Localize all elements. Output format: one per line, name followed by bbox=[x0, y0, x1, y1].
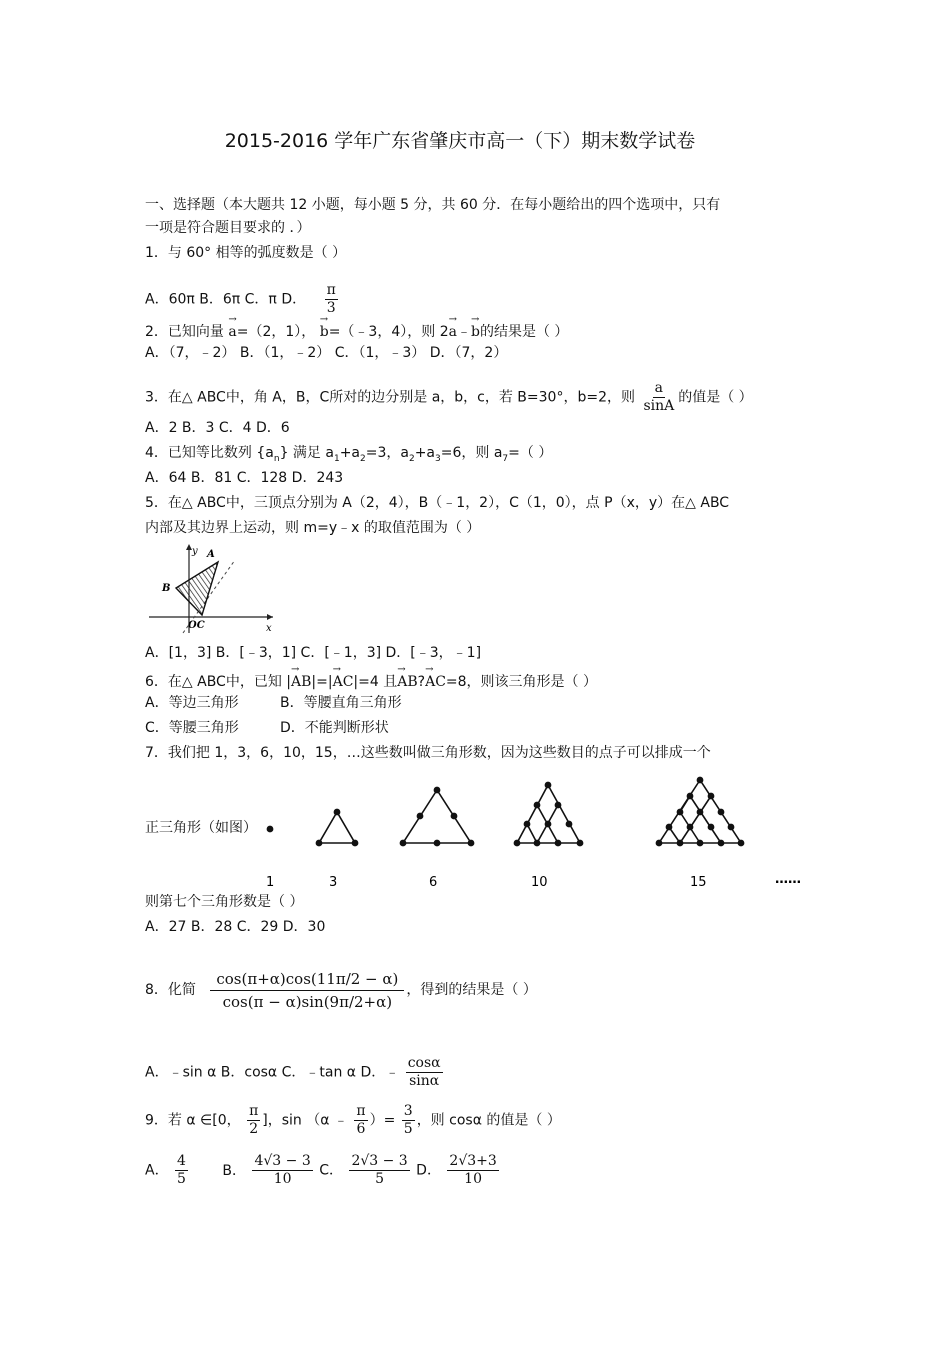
q7-label-3: 3 bbox=[329, 875, 338, 890]
q7-label-6: 6 bbox=[429, 875, 438, 890]
q4-sub-1: n bbox=[273, 453, 280, 464]
q9-c-numerator: 2√3 − 3 bbox=[351, 1153, 408, 1169]
q9-b-denominator: 10 bbox=[273, 1171, 292, 1187]
q2-stem bbox=[145, 318, 568, 342]
q6-option-c: C．等腰三角形 bbox=[145, 720, 239, 736]
q2-text-3: =（﹣3，4），则 bbox=[328, 324, 436, 340]
q1-stem: 1．与 60° 相等的弧度数是（ ） bbox=[145, 245, 347, 261]
q8-d-numerator: cosα bbox=[407, 1055, 441, 1071]
q5-stem-line2: 内部及其边界上运动，则 m=y﹣x 的取值范围为（ ） bbox=[145, 520, 481, 536]
q8-option-d-fraction bbox=[406, 1055, 443, 1090]
q4-text-6: =6，则 a bbox=[440, 445, 503, 461]
q7-label-1: 1 bbox=[266, 875, 275, 890]
q3-text-2: 的值是（ ） bbox=[678, 389, 753, 406]
q2-text-2: =（2，1）， bbox=[236, 324, 316, 340]
q2-vector-b-2: → b bbox=[471, 318, 480, 342]
q7-triangle-10 bbox=[517, 785, 580, 843]
q9-option-a-label: A． bbox=[145, 1162, 169, 1179]
q9-d-denominator: 10 bbox=[464, 1171, 482, 1187]
q9-f3-numerator: 3 bbox=[403, 1103, 413, 1119]
q7-stem-line3: 则第七个三角形数是（ ） bbox=[145, 894, 304, 910]
page-title: 2015-2016 学年广东省肇庆市高一（下）期末数学试卷 bbox=[224, 130, 696, 152]
q5-label-a: A bbox=[207, 549, 215, 560]
q9-option-b-label: B． bbox=[222, 1162, 247, 1179]
q7-dot bbox=[267, 826, 272, 831]
q4-text-5: +a bbox=[414, 445, 435, 461]
q7-ellipsis: …… bbox=[775, 872, 801, 887]
q7-label-15: 15 bbox=[690, 875, 707, 890]
q9-text-4: ，则 cosα 的值是（ ） bbox=[416, 1112, 561, 1129]
q9-f1-denominator: 2 bbox=[249, 1121, 259, 1137]
q1-options-text: A．60π B．6π C．π D． bbox=[145, 291, 307, 308]
q6-vector-ab-2: → AB bbox=[397, 668, 417, 692]
q7-stem-line1: 7．我们把 1，3，6，10，15，…这些数叫做三角形数，因为这些数目的点子可以排成一个 bbox=[145, 745, 711, 761]
q9-a-numerator: 4 bbox=[177, 1153, 186, 1169]
q9-options bbox=[145, 1153, 501, 1188]
q6-text-4: =8，则该三角形是（ ） bbox=[445, 674, 597, 690]
q9-stem bbox=[145, 1103, 561, 1138]
q6-stem bbox=[145, 668, 597, 692]
q8-prefix: 8．化简 bbox=[145, 982, 196, 998]
q2-vector-a-2: → a bbox=[449, 318, 457, 342]
q9-option-d-fraction bbox=[447, 1153, 498, 1188]
q2-coefficient: 2 bbox=[439, 324, 449, 340]
q5-options: A．[1，3] B．[﹣3，1] C．[﹣1，3] D．[﹣3，﹣1] bbox=[145, 645, 482, 661]
q4-text-7: =（ ） bbox=[508, 445, 553, 461]
q1-options bbox=[145, 282, 340, 317]
q7-stem-line2: 正三角形（如图） bbox=[145, 820, 257, 836]
q4-sub-5: 3 bbox=[435, 453, 441, 464]
q8-options bbox=[145, 1055, 445, 1090]
q1-d-denominator: 3 bbox=[326, 300, 336, 316]
q3-denominator: sinA bbox=[643, 398, 675, 414]
q8-d-denominator: sinα bbox=[409, 1073, 440, 1089]
q6-option-b: B．等腰直角三角形 bbox=[280, 695, 402, 711]
q5-label-b: B bbox=[162, 583, 171, 594]
q9-d-numerator: 2√3+3 bbox=[449, 1153, 497, 1169]
q4-text-1: 4．已知等比数列 {a bbox=[145, 445, 274, 461]
q4-sub-3: 2 bbox=[360, 453, 366, 464]
q2-options: A．（7，﹣2） B．（1，﹣2） C．（1，﹣3） D．（7，2） bbox=[145, 345, 508, 361]
q3-numerator: a bbox=[654, 380, 664, 396]
q8-suffix: ，得到的结果是（ ） bbox=[406, 982, 537, 998]
q9-b-numerator: 4√3 − 3 bbox=[254, 1153, 311, 1169]
q6-text-3: |=4 且 bbox=[353, 674, 398, 690]
q4-text-3: +a bbox=[339, 445, 360, 461]
q9-a-denominator: 5 bbox=[177, 1171, 186, 1187]
q9-fraction-2 bbox=[354, 1103, 367, 1138]
q9-f2-denominator: 6 bbox=[356, 1121, 366, 1137]
q8-options-text: A．﹣sin α B．cosα C．﹣tan α D．﹣ bbox=[145, 1064, 400, 1081]
q9-option-d-label: D． bbox=[416, 1162, 441, 1179]
q4-text-2: } 满足 a bbox=[279, 445, 334, 461]
q5-label-x: x bbox=[266, 623, 272, 634]
q9-f3-denominator: 5 bbox=[403, 1121, 413, 1137]
q7-triangle-numbers-figure bbox=[255, 775, 815, 890]
q9-fraction-3 bbox=[402, 1103, 415, 1138]
q4-stem bbox=[145, 443, 552, 469]
q5-triangle-abc bbox=[176, 562, 218, 615]
q4-sub-6: 7 bbox=[502, 453, 509, 464]
q4-sub-4: 2 bbox=[408, 453, 415, 464]
q7-options: A．27 B．28 C．29 D．30 bbox=[145, 919, 326, 935]
q2-text-4: 的结果是（ ） bbox=[479, 324, 569, 340]
q9-f1-numerator: π bbox=[249, 1103, 259, 1119]
q9-option-b-fraction bbox=[252, 1153, 312, 1188]
q2-text-1: 2．已知向量 bbox=[145, 324, 224, 340]
q6-vector-ac-2: → AC bbox=[425, 668, 446, 692]
q3-fraction bbox=[641, 380, 676, 415]
q9-text-1: 9．若 α ∈[0， bbox=[145, 1112, 241, 1129]
q9-c-denominator: 5 bbox=[375, 1171, 385, 1187]
q3-stem bbox=[145, 380, 753, 415]
q9-option-c-label: C． bbox=[319, 1162, 343, 1179]
q8-fraction bbox=[210, 968, 404, 1013]
q5-label-y: y bbox=[192, 546, 198, 557]
q6-text-2: |=| bbox=[311, 674, 333, 690]
q7-label-10: 10 bbox=[531, 875, 548, 890]
q8-stem bbox=[145, 965, 537, 1015]
q5-label-oc: OC bbox=[188, 620, 205, 631]
q3-options: A．2 B．3 C．4 D．6 bbox=[145, 420, 290, 436]
q6-option-d: D．不能判断形状 bbox=[280, 720, 389, 736]
q5-coordinate-figure bbox=[145, 540, 280, 635]
q9-text-3: ）= bbox=[369, 1112, 396, 1129]
section-intro-line2: 一项是符合题目要求的 ．） bbox=[145, 220, 311, 236]
q7-triangle-6 bbox=[403, 790, 471, 843]
q3-text-1: 3．在△ ABC中，角 A，B，C所对的边分别是 a，b，c，若 B=30°，b=2，则 bbox=[145, 389, 635, 406]
section-intro-line1: 一、选择题（本大题共 12 小题，每小题 5 分，共 60 分．在每小题给出的四个选项中，只有 bbox=[145, 197, 721, 213]
q4-text-4: =3，a bbox=[365, 445, 409, 461]
q5-stem-line1: 5．在△ ABC中，三顶点分别为 A（2，4），B（﹣1，2），C（1，0），点 P（x，y）在△ ABC bbox=[145, 495, 730, 511]
q7-triangle-3 bbox=[319, 812, 355, 843]
q6-dot: ? bbox=[417, 674, 426, 690]
q6-vector-ab: → AB bbox=[291, 668, 311, 692]
q9-f2-numerator: π bbox=[356, 1103, 366, 1119]
q2-minus: ﹣ bbox=[456, 324, 471, 340]
q9-option-a-fraction bbox=[175, 1153, 188, 1188]
q9-fraction-1 bbox=[247, 1103, 260, 1138]
q2-vector-a: → a bbox=[228, 318, 236, 342]
q8-denominator: cos(π − α)sin(9π/2+α) bbox=[222, 992, 393, 1011]
q5-x-arrow bbox=[267, 614, 273, 620]
q9-text-2: ]，sin （α ﹣ bbox=[262, 1112, 348, 1129]
q6-vector-ac: → AC bbox=[333, 668, 354, 692]
q4-options: A．64 B．81 C．128 D．243 bbox=[145, 470, 344, 486]
q6-text-1: 6．在△ ABC中，已知 | bbox=[145, 674, 292, 690]
q2-vector-b: → b bbox=[320, 318, 329, 342]
q8-numerator: cos(π+α)cos(11π/2 − α) bbox=[210, 968, 404, 991]
q4-sub-2: 1 bbox=[333, 453, 340, 464]
q9-option-c-fraction bbox=[349, 1153, 409, 1188]
q6-option-a: A．等边三角形 bbox=[145, 695, 239, 711]
q1-d-numerator: π bbox=[326, 282, 336, 298]
